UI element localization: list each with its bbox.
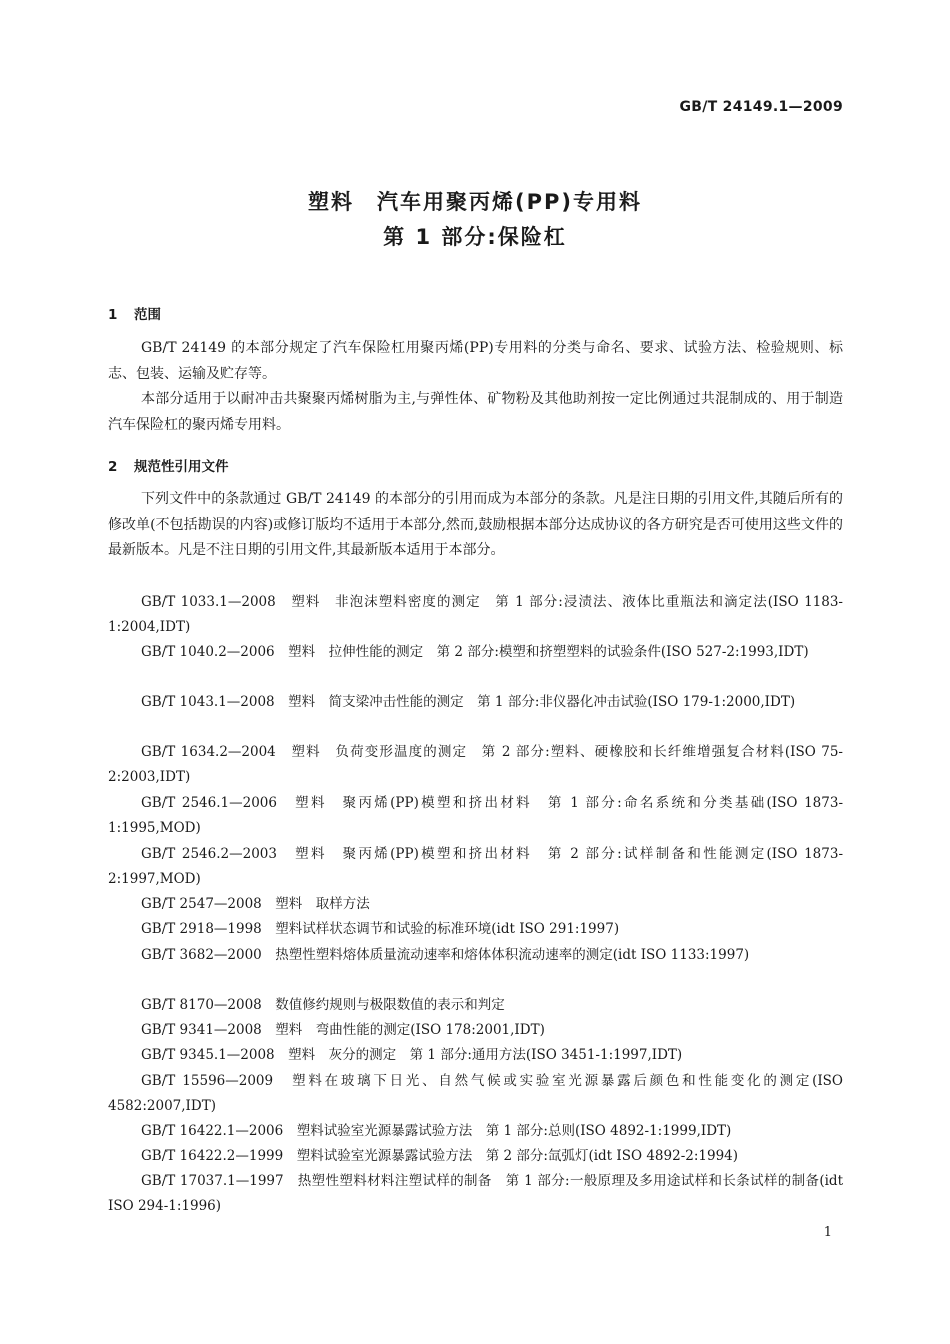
reference-item: GB/T 1634.2—2004 塑料 负荷变形温度的测定 第 2 部分:塑料、硬橡胶和长纤维增强复合材料(ISO 75-2:2003,IDT) — [108, 744, 843, 785]
reference-item: GB/T 2918—1998 塑料试样状态调节和试验的标准环境(idt ISO 291:1997) — [141, 921, 620, 937]
section-number: 1 — [108, 307, 118, 323]
reference-item: GB/T 16422.2—1999 塑料试验室光源暴露试验方法 第 2 部分:氙弧灯(idt ISO 4892-2:1994) — [141, 1148, 739, 1164]
reference-item: GB/T 1040.2—2006 塑料 拉伸性能的测定 第 2 部分:模塑和挤塑塑料的试验条件(ISO 527-2:1993,IDT) — [141, 644, 809, 660]
reference-item: GB/T 3682—2000 热塑性塑料熔体质量流动速率和熔体体积流动速率的测定(idt ISO 1133:1997) — [141, 947, 750, 963]
page-number: 1 — [823, 1225, 832, 1240]
paragraph: GB/T 24149 的本部分规定了汽车保险杠用聚丙烯(PP)专用料的分类与命名、要求、试验方法、检验规则、标志、包装、运输及贮存等。 — [108, 340, 843, 382]
section-number: 2 — [108, 459, 118, 475]
reference-item: GB/T 9341—2008 塑料 弯曲性能的测定(ISO 178:2001,IDT) — [141, 1022, 545, 1038]
reference-item: GB/T 9345.1—2008 塑料 灰分的测定 第 1 部分:通用方法(ISO 3451-1:1997,IDT) — [141, 1047, 683, 1063]
standard-code: GB/T 24149.1—2009 — [679, 99, 843, 115]
reference-item: GB/T 16422.1—2006 塑料试验室光源暴露试验方法 第 1 部分:总则(ISO 4892-1:1999,IDT) — [141, 1123, 732, 1139]
document-subtitle: 第 1 部分:保险杠 — [383, 225, 567, 249]
section-title: 规范性引用文件 — [134, 459, 229, 475]
reference-item: GB/T 2546.2—2003 塑料 聚丙烯(PP)模塑和挤出材料 第 2 部分:试样制备和性能测定(ISO 1873-2:1997,MOD) — [108, 846, 843, 887]
reference-item: GB/T 1033.1—2008 塑料 非泡沫塑料密度的测定 第 1 部分:浸渍法、液体比重瓶法和滴定法(ISO 1183-1:2004,IDT) — [108, 594, 843, 635]
reference-item: GB/T 15596—2009 塑料在玻璃下日光、自然气候或实验室光源暴露后颜色和性能变化的测定(ISO 4582:2007,IDT) — [108, 1073, 848, 1114]
reference-item: GB/T 2547—2008 塑料 取样方法 — [141, 896, 370, 912]
section-title: 范围 — [134, 307, 161, 323]
reference-item: GB/T 17037.1—1997 热塑性塑料材料注塑试样的制备 第 1 部分:一般原理及多用途试样和长条试样的制备(idt ISO 294-1:1996) — [108, 1173, 848, 1214]
reference-item: GB/T 2546.1—2006 塑料 聚丙烯(PP)模塑和挤出材料 第 1 部分:命名系统和分类基础(ISO 1873-1:1995,MOD) — [108, 795, 843, 836]
document-title: 塑料 汽车用聚丙烯(PP)专用料 — [308, 190, 642, 214]
reference-item: GB/T 8170—2008 数值修约规则与极限数值的表示和判定 — [141, 997, 505, 1013]
section-heading-scope — [108, 303, 161, 323]
paragraph: 下列文件中的条款通过 GB/T 24149 的本部分的引用而成为本部分的条款。凡是注日期的引用文件,其随后所有的修改单(不包括勘误的内容)或修订版均不适用于本部分,然而,鼓励根据本部分达成协议的各方研究是否可使用这些文件的最新版本。凡是不注日期的引用文件,其最新版本适用于本部分。 — [108, 491, 843, 558]
section-heading-normative-references — [108, 455, 229, 475]
paragraph: 本部分适用于以耐冲击共聚聚丙烯树脂为主,与弹性体、矿物粉及其他助剂按一定比例通过共混制成的、用于制造汽车保险杠的聚丙烯专用料。 — [108, 391, 843, 433]
reference-item: GB/T 1043.1—2008 塑料 简支梁冲击性能的测定 第 1 部分:非仪器化冲击试验(ISO 179-1:2000,IDT) — [141, 694, 796, 710]
